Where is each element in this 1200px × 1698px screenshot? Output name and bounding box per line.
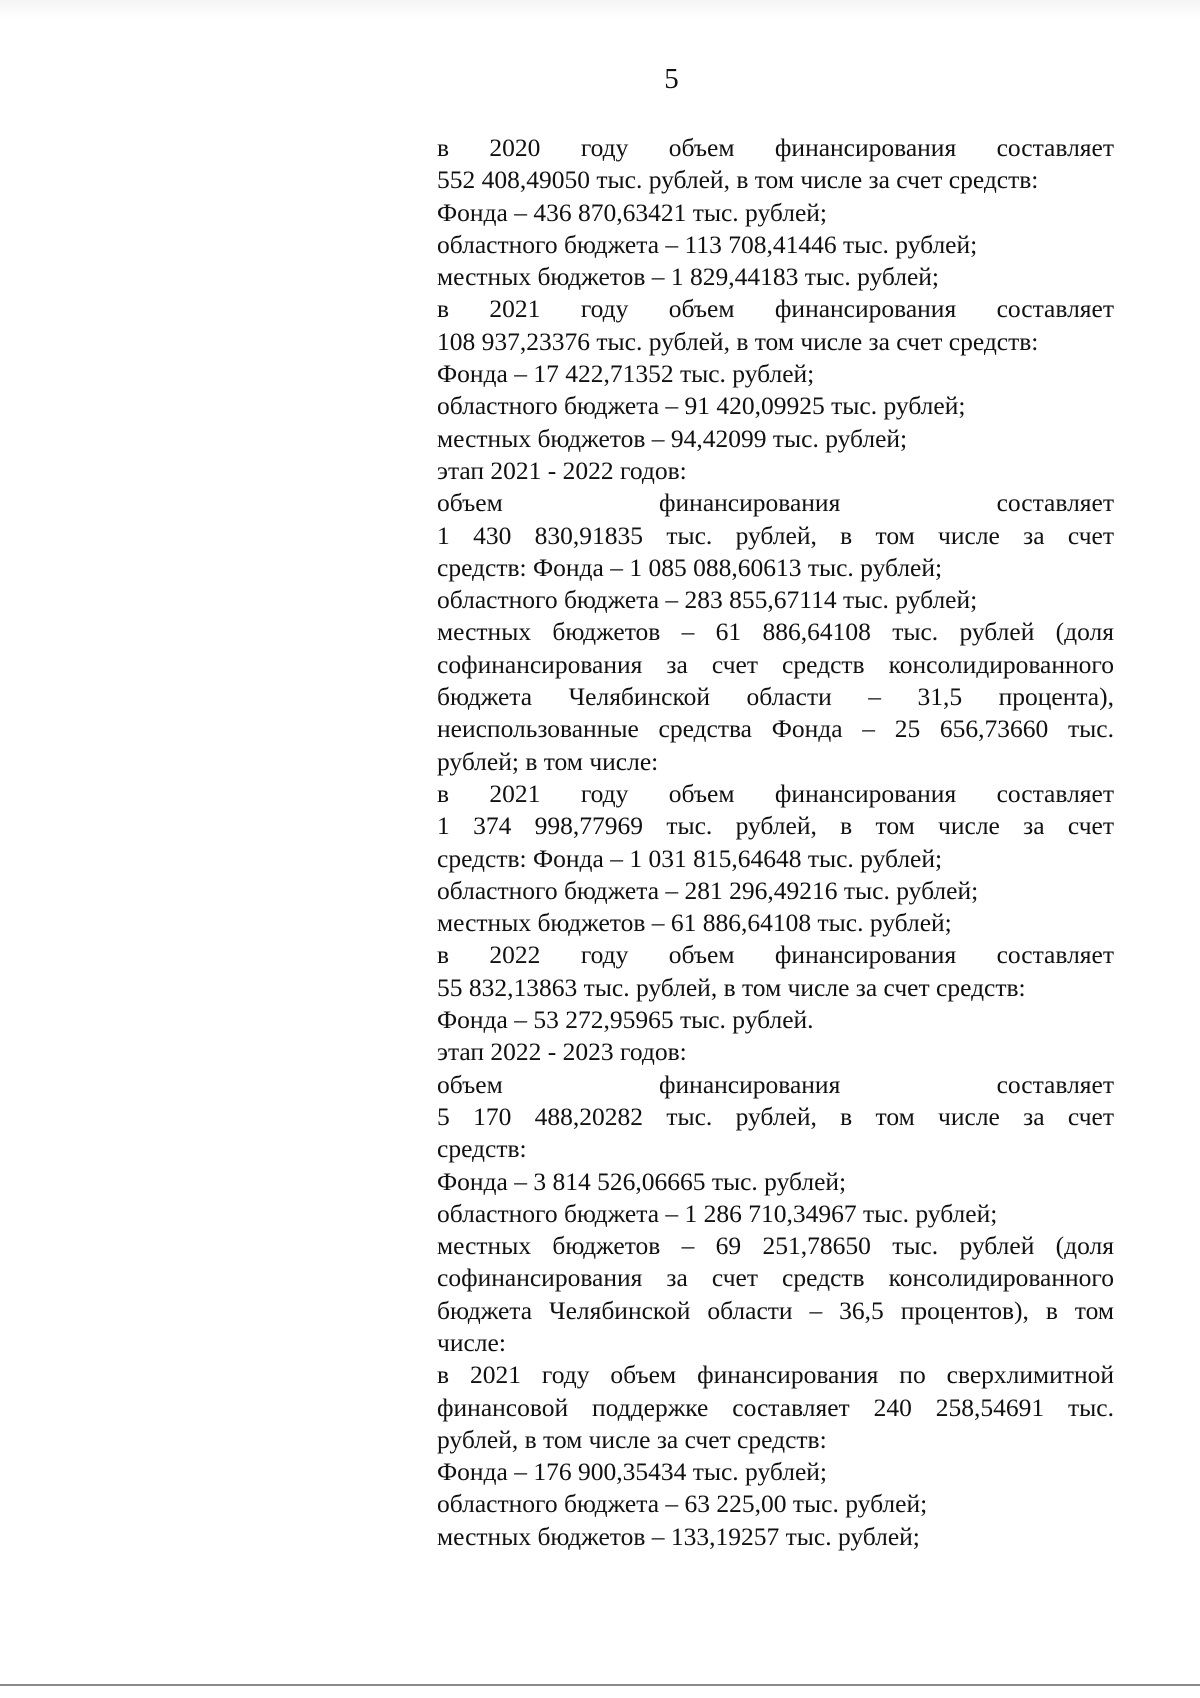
- text-line: 55 832,13863 тыс. рублей, в том числе за счет средств:: [437, 972, 1026, 1002]
- text-line: местных бюджетов – 1 829,44183 тыс. рублей;: [437, 262, 940, 292]
- text-line: этап 2021 - 2022 годов:: [437, 455, 687, 485]
- text-line: неиспользованные средства Фонда – 25 656,73660 тыс.: [437, 714, 1114, 744]
- text-line: бюджета Челябинской области – 36,5 процентов), в том: [437, 1295, 1114, 1325]
- text-line: в 2021 году объем финансирования составляет: [437, 778, 1114, 808]
- text-line: Фонда – 176 900,35434 тыс. рублей;: [437, 1457, 827, 1487]
- text-line: Фонда – 436 870,63421 тыс. рублей;: [437, 197, 827, 227]
- text-line: 1 374 998,77969 тыс. рублей, в том числе за счет: [437, 811, 1114, 841]
- text-line: местных бюджетов – 69 251,78650 тыс. рублей (доля: [437, 1231, 1114, 1261]
- text-line: областного бюджета – 1 286 710,34967 тыс. рублей;: [437, 1198, 998, 1228]
- scan-shadow: [0, 0, 1200, 20]
- text-line: Фонда – 53 272,95965 тыс. рублей.: [437, 1005, 814, 1035]
- page-number: 5: [664, 63, 679, 95]
- text-line: в 2021 году объем финансирования по сверхлимитной: [437, 1360, 1114, 1390]
- text-line: средств: Фонда – 1 085 088,60613 тыс. рублей;: [437, 552, 943, 582]
- text-line: Фонда – 17 422,71352 тыс. рублей;: [437, 359, 815, 389]
- page-bottom-edge: [0, 1684, 1200, 1686]
- text-line: местных бюджетов – 133,19257 тыс. рублей;: [437, 1521, 920, 1551]
- text-line: 1 430 830,91835 тыс. рублей, в том числе за счет: [437, 520, 1114, 550]
- text-line: средств: Фонда – 1 031 815,64648 тыс. рублей;: [437, 843, 943, 873]
- text-line: областного бюджета – 283 855,67114 тыс. рублей;: [437, 585, 978, 615]
- text-line: областного бюджета – 281 296,49216 тыс. рублей;: [437, 875, 979, 905]
- text-line: рублей, в том числе за счет средств:: [437, 1424, 827, 1454]
- text-line: финансовой поддержке составляет 240 258,54691 тыс.: [437, 1392, 1114, 1422]
- text-line: областного бюджета – 113 708,41446 тыс. рублей;: [437, 229, 978, 259]
- text-line: в 2022 году объем финансирования составляет: [437, 940, 1114, 970]
- body-text: [437, 132, 1114, 1553]
- text-line: 108 937,23376 тыс. рублей, в том числе за счет средств:: [437, 326, 1039, 356]
- text-line: объем финансирования составляет: [437, 1069, 1114, 1099]
- text-line: в 2021 году объем финансирования составляет: [437, 294, 1114, 324]
- text-line: бюджета Челябинской области – 31,5 процента),: [437, 682, 1114, 712]
- text-line: средств:: [437, 1134, 527, 1164]
- text-line: Фонда – 3 814 526,06665 тыс. рублей;: [437, 1166, 847, 1196]
- text-line: местных бюджетов – 61 886,64108 тыс. рублей (доля: [437, 617, 1114, 647]
- text-line: 552 408,49050 тыс. рублей, в том числе за счет средств:: [437, 165, 1039, 195]
- text-line: объем финансирования составляет: [437, 488, 1114, 518]
- text-line: этап 2022 - 2023 годов:: [437, 1037, 687, 1067]
- text-line: местных бюджетов – 94,42099 тыс. рублей;: [437, 423, 908, 453]
- text-line: областного бюджета – 91 420,09925 тыс. рублей;: [437, 391, 966, 421]
- text-line: рублей; в том числе:: [437, 746, 659, 776]
- text-line: областного бюджета – 63 225,00 тыс. рублей;: [437, 1489, 928, 1519]
- text-line: местных бюджетов – 61 886,64108 тыс. рублей;: [437, 908, 952, 938]
- text-line: числе:: [437, 1327, 506, 1357]
- text-line: 5 170 488,20282 тыс. рублей, в том числе за счет: [437, 1101, 1114, 1131]
- text-line: софинансирования за счет средств консолидированного: [437, 1263, 1114, 1293]
- text-line: софинансирования за счет средств консолидированного: [437, 649, 1114, 679]
- text-line: в 2020 году объем финансирования составляет: [437, 133, 1114, 162]
